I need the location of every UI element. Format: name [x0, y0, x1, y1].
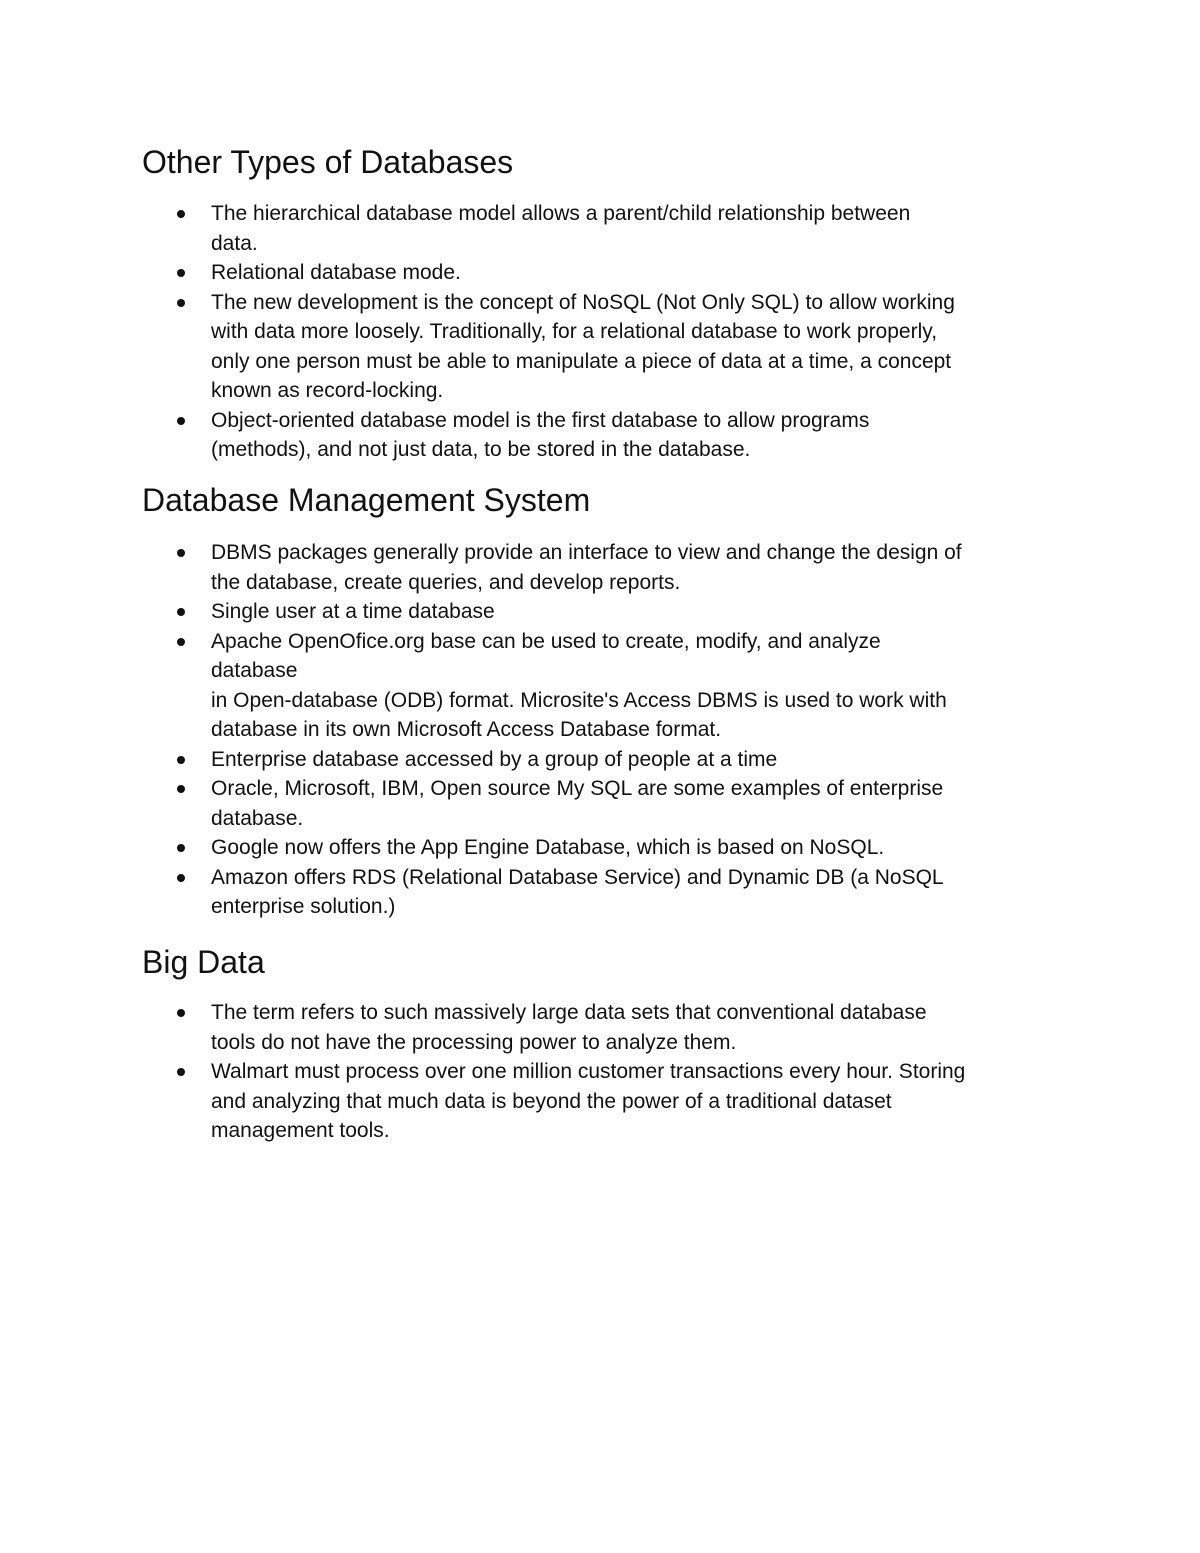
list-item [142, 538, 1082, 597]
list-item-text: known as record-locking. [211, 379, 444, 402]
list-item-text: (methods), and not just data, to be stored in the database. [211, 438, 751, 461]
list-item-text: database. [211, 806, 304, 830]
list-item-text: management tools. [211, 1119, 390, 1142]
list-item-text: Apache OpenOfice.org base can be used to create, modify, and analyze [211, 629, 881, 653]
section-other-types [142, 142, 1082, 465]
bullet-icon [177, 417, 185, 425]
bullet-list [142, 538, 1082, 922]
list-item [142, 406, 1082, 465]
list-item-text: the database, create queries, and develop reports. [211, 570, 681, 594]
list-item-text: Relational database mode. [211, 261, 461, 284]
list-item-text: enterprise solution.) [211, 895, 396, 918]
list-item [142, 745, 1082, 775]
list-item-text: database in its own Microsoft Access Database format. [211, 718, 722, 741]
bullet-icon [177, 785, 185, 793]
bullet-icon [177, 549, 185, 557]
list-item-text: data. [211, 231, 258, 255]
list-item [142, 199, 1082, 258]
list-item-text: Enterprise database accessed by a group of people at a time [211, 747, 778, 771]
list-item-text: Amazon offers RDS (Relational Database Service) and Dynamic DB (a NoSQL [211, 865, 944, 889]
list-item-text: with data more loosely. Traditionally, for a relational database to work properly, [211, 320, 938, 343]
list-item-text: The hierarchical database model allows a parent/child relationship between [211, 202, 911, 225]
heading-dbms: Database Management System [142, 482, 591, 518]
bullet-icon [177, 844, 185, 852]
heading-big-data: Big Data [142, 944, 265, 980]
list-item [142, 774, 1082, 833]
list-item [142, 288, 1082, 406]
list-item-text: in Open-database (ODB) format. Microsite's Access DBMS is used to work with [211, 688, 947, 712]
list-item-text: Single user at a time database [211, 600, 495, 623]
list-item-text: only one person must be able to manipulate a piece of data at a time, a concept [211, 349, 952, 373]
section-big-data [142, 942, 1082, 1146]
bullet-icon [177, 1009, 185, 1017]
list-item-text: DBMS packages generally provide an interface to view and change the design of [211, 541, 962, 564]
list-item-text: Oracle, Microsoft, IBM, Open source My SQL are some examples of enterprise [211, 777, 944, 800]
list-item [142, 258, 1082, 288]
list-item-text: Google now offers the App Engine Database, which is based on NoSQL. [211, 836, 885, 859]
bullet-list [142, 199, 1082, 465]
bullet-icon [177, 269, 185, 277]
bullet-icon [177, 299, 185, 307]
bullet-icon [177, 210, 185, 218]
list-item-text: Object-oriented database model is the first database to allow programs [211, 408, 870, 432]
list-item-text: and analyzing that much data is beyond the power of a traditional dataset [211, 1089, 892, 1113]
list-item [142, 627, 1082, 745]
list-item [142, 1057, 1082, 1146]
heading-other-types: Other Types of Databases [142, 144, 514, 180]
list-item-text: tools do not have the processing power to analyze them. [211, 1030, 737, 1054]
section-dbms [142, 480, 1082, 922]
list-item-text: database [211, 659, 298, 682]
bullet-icon [177, 608, 185, 616]
bullet-icon [177, 756, 185, 764]
list-item-text: Walmart must process over one million customer transactions every hour. Storing [211, 1060, 966, 1083]
bullet-icon [177, 874, 185, 882]
list-item [142, 863, 1082, 922]
bullet-list [142, 998, 1082, 1146]
bullet-icon [177, 1068, 185, 1076]
list-item-text: The term refers to such massively large data sets that conventional database [211, 1001, 927, 1024]
list-item [142, 833, 1082, 863]
list-item [142, 998, 1082, 1057]
list-item-text: The new development is the concept of NoSQL (Not Only SQL) to allow working [211, 290, 955, 314]
list-item [142, 597, 1082, 627]
bullet-icon [177, 638, 185, 646]
